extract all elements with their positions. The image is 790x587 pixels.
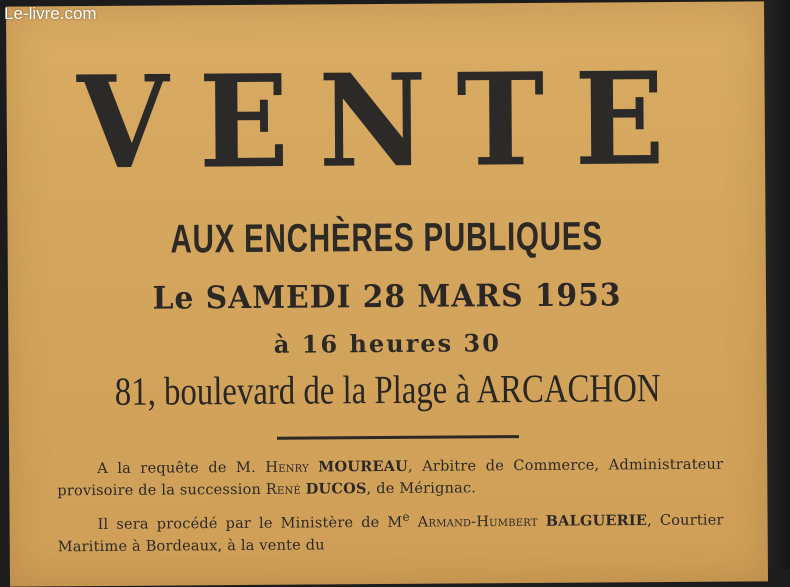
auction-time: à 16 heures 30 (273, 328, 501, 359)
poster-subtitle: AUX ENCHÈRES PUBLIQUES (170, 214, 603, 262)
requester-first-name: Henry (265, 459, 309, 476)
requester-last-name: MOUREAU (318, 457, 409, 476)
paragraph-request (57, 454, 723, 503)
frame-edge (764, 0, 790, 569)
request-prefix: A la requête de M. (97, 459, 256, 478)
poster-title: VENTE (76, 43, 695, 198)
watermark: Le-livre.com (4, 4, 97, 23)
auction-address: 81, boulevard de la Plage à ARCACHON (114, 365, 661, 414)
poster-body (57, 454, 724, 564)
deceased-first-name: René (265, 481, 301, 498)
broker-last-name: BALGUERIE (545, 512, 648, 530)
request-after-name: , Arbitre de Commerce, Administrateur provisoire de la succession (57, 456, 724, 500)
deceased-last-name: DUCOS (305, 480, 367, 498)
procedure-prefix: Il sera procédé par le Ministère de M (97, 514, 403, 533)
broker-first-name: Armand-Humbert (417, 513, 538, 531)
paragraph-procedure (57, 504, 723, 558)
procedure-suffix: , Courtier Maritime à Bordeaux, à la vente du (57, 512, 724, 556)
procedure-title-sup: e (402, 509, 410, 524)
auction-date: Le SAMEDI 28 MARS 1953 (152, 277, 622, 317)
divider-rule (277, 435, 519, 440)
auction-poster (6, 1, 768, 586)
request-suffix: , de Mérignac. (366, 480, 477, 498)
